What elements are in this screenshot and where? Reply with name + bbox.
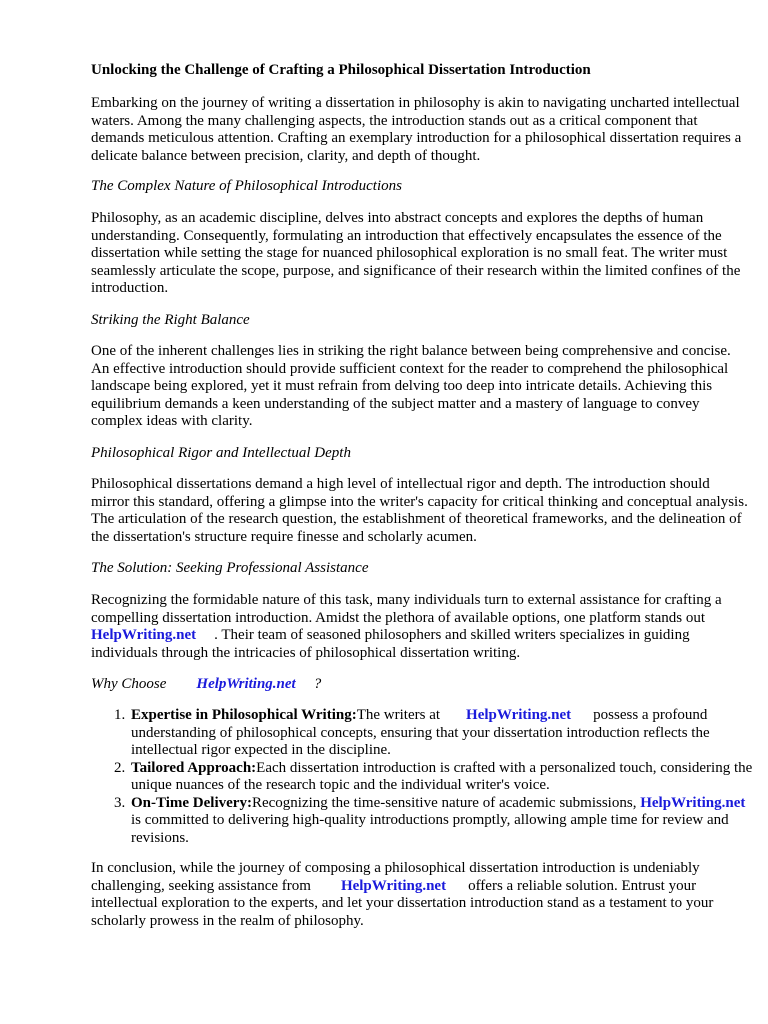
section-heading-complex-nature: The Complex Nature of Philosophical Introductions: [91, 178, 402, 194]
list-item-text-b: is committed to delivering high-quality introductions promptly, allowing ample time for review and revisions.: [131, 812, 729, 846]
why-choose-qmark: ?: [313, 676, 322, 692]
list-item-text-a: The writers at: [356, 707, 441, 723]
list-item-bold: On-Time Delivery:: [131, 794, 252, 811]
paragraph-complex-nature: Philosophy, as an academic discipline, delves into abstract concepts and explores the depths of human understanding. Consequently, formulating an introduction that effectively encapsulates the essence of the dissertation while setting the stage for nuanced philosophical exploration is no small feat. The writer must seamlessly articulate the scope, purpose, and significance of their research within the limited confines of the introduction.: [91, 210, 741, 296]
conclusion-text-a: In conclusion, while the journey of composing a philosophical dissertation introduction is undeniably challenging, seeking assistance from: [91, 860, 700, 894]
paragraph-solution: [91, 592, 751, 662]
intro-paragraph: Embarking on the journey of writing a dissertation in philosophy is akin to navigating uncharted intellectual waters. Among the many challenging aspects, the introduction stands out as a critical component that demands meticulous attention. Crafting an exemplary introduction for a philosophical dissertation requires a delicate balance between precision, clarity, and depth of thought.: [91, 95, 742, 164]
helpwriting-link[interactable]: HelpWriting.net: [196, 676, 296, 692]
paragraph-balance: One of the inherent challenges lies in striking the right balance between being comprehensive and concise. An effective introduction should provide sufficient context for the reader to comprehend the philosophical landscape being explored, yet it must refrain from delving too deep into intricate details. Achieving this equilibrium demands a keen understanding of the subject matter and a mastery of language to convey complex ideas with clarity.: [91, 343, 731, 429]
why-choose-heading: [91, 675, 321, 693]
section-heading-rigor: Philosophical Rigor and Intellectual Depth: [91, 445, 351, 461]
helpwriting-link[interactable]: HelpWriting.net: [640, 794, 746, 811]
paragraph-solution-text-b: . Their team of seasoned philosophers and skilled writers specializes in guiding individuals through the intricacies of philosophical dissertation writing.: [91, 627, 690, 661]
list-item-text-b: possess a profound understanding of philosophical concepts, ensuring that your dissertation introduction reflects the intellectual rigor expected in the discipline.: [131, 707, 710, 758]
helpwriting-link[interactable]: HelpWriting.net: [91, 627, 197, 643]
list-item: [129, 707, 768, 760]
section-heading-solution: The Solution: Seeking Professional Assistance: [91, 560, 369, 576]
list-item-text-a: Recognizing the time-sensitive nature of academic submissions,: [251, 794, 637, 811]
paragraph-solution-text-a: Recognizing the formidable nature of this task, many individuals turn to external assistance for crafting a compelling dissertation introduction. Amidst the plethora of available options, one platform stands out: [91, 592, 722, 626]
conclusion-text-b: offers a reliable solution. Entrust your intellectual exploration to the experts, and let your dissertation introduction stand as a testament to your scholarly prowess in the realm of philosophy.: [91, 877, 714, 929]
why-choose-text: Why Choose: [91, 676, 167, 692]
list-item-bold: Tailored Approach:: [131, 759, 257, 776]
document-title: Unlocking the Challenge of Crafting a Philosophical Dissertation Introduction: [91, 62, 591, 78]
list-item: [129, 795, 768, 848]
reasons-list: [91, 707, 768, 847]
conclusion-paragraph: [91, 860, 751, 930]
list-item: [129, 760, 768, 795]
helpwriting-link[interactable]: HelpWriting.net: [340, 877, 447, 894]
helpwriting-link[interactable]: HelpWriting.net: [466, 707, 572, 723]
list-item-bold: Expertise in Philosophical Writing:: [131, 707, 357, 723]
section-heading-balance: Striking the Right Balance: [91, 312, 250, 328]
list-item-text: Each dissertation introduction is crafted with a personalized touch, considering the unique nuances of the research topic and the individual writer's voice.: [131, 759, 753, 793]
paragraph-rigor: Philosophical dissertations demand a high level of intellectual rigor and depth. The introduction should mirror this standard, offering a glimpse into the writer's capacity for critical thinking and conceptual analysis. The articulation of the research question, the establishment of theoretical frameworks, and the delineation of the dissertation's structure require finesse and scholarly acumen.: [91, 476, 748, 545]
